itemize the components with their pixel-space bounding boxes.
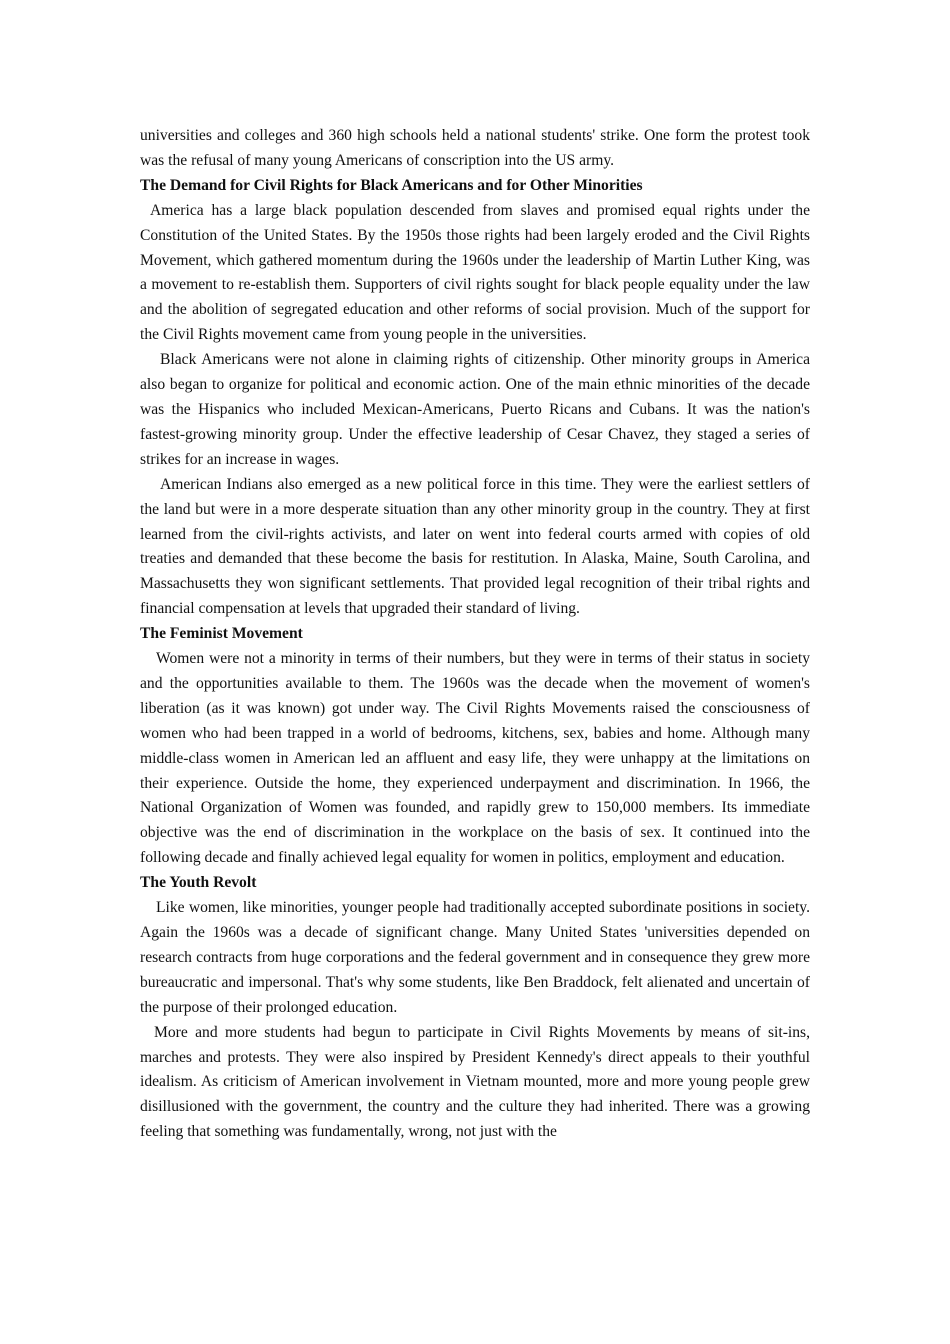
civil-rights-heading: The Demand for Civil Rights for Black Americans and for Other Minorities <box>140 176 643 194</box>
civil-rights-paragraph-3: American Indians also emerged as a new political force in this time. They were the earliest settlers of the land but were in a more desperate situation than any other minority group in the country. They at first learned from the civil-rights activists, and later on went into federal courts armed with copies of old treaties and demanded that these become the basis for restitution. In Alaska, Maine, South Carolina, and Massachusetts they won significant settlements. That provided legal recognition of their tribal rights and financial compensation at levels that upgraded their standard of living. <box>140 475 810 618</box>
feminist-paragraph-1: Women were not a minority in terms of their numbers, but they were in terms of their status in society and the opportunities available to them. The 1960s was the decade when the movement of women's liberation (as it was known) got under way. The Civil Rights Movements raised the consciousness of women who had been trapped in a world of bedrooms, kitchens, sex, babies and home. Although many middle-class women in American led an affluent and easy life, they were unhappy at the limitations on their experience. Outside the home, they experienced underpayment and discrimination. In 1966, the National Organization of Women was founded, and rapidly grew to 150,000 members. Its immediate objective was the end of discrimination in the workplace on the basis of sex. It continued into the following decade and finally achieved legal equality for women in politics, employment and education. <box>140 650 810 867</box>
youth-paragraph-2: More and more students had begun to participate in Civil Rights Movements by means of sit-ins, marches and protests. They were also inspired by President Kennedy's direct appeals to their youthful idealism. As criticism of American involvement in Vietnam mounted, more and more young people grew disillusioned with the government, the country and the culture they had inherited. There was a growing feeling that something was fundamentally, wrong, not just with the <box>140 1023 810 1141</box>
civil-rights-paragraph-1: America has a large black population descended from slaves and promised equal rights under the Constitution of the United States. By the 1950s those rights had been largely eroded and the Civil Rights Movement, which gathered momentum during the 1960s under the leadership of Martin Luther King, was a movement to re-establish them. Supporters of civil rights sought for black people equality under the law and the abolition of segregated education and other reforms of social provision. Much of the support for the Civil Rights movement came from young people in the universities. <box>140 201 810 344</box>
civil-rights-paragraph-2: Black Americans were not alone in claiming rights of citizenship. Other minority groups in America also began to organize for political and economic action. One of the main ethnic minorities of the decade was the Hispanics who included Mexican-Americans, Puerto Ricans and Cubans. It was the nation's fastest-growing minority group. Under the effective leadership of Cesar Chavez, they staged a series of strikes for an increase in wages. <box>140 351 810 468</box>
youth-heading: The Youth Revolt <box>140 874 257 892</box>
intro-paragraph: universities and colleges and 360 high schools held a national students' strike. One form the protest took was the refusal of many young Americans of conscription into the US army. <box>140 127 810 169</box>
document-page <box>140 124 810 1145</box>
youth-paragraph-1: Like women, like minorities, younger people had traditionally accepted subordinate positions in society. Again the 1960s was a decade of significant change. Many United States 'universities depended on research contracts from huge corporations and the federal government and in consequence they grew more bureaucratic and impersonal. That's why some students, like Ben Braddock, felt alienated and uncertain of the purpose of their prolonged education. <box>140 899 810 1016</box>
feminist-heading: The Feminist Movement <box>140 625 303 643</box>
